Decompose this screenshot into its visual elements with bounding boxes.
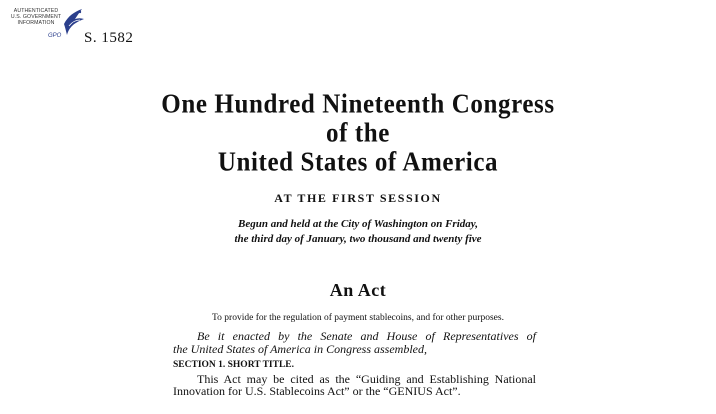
act-title: An Act xyxy=(329,280,387,300)
act-purpose: To provide for the regulation of payment stablecoins, and for other purposes. xyxy=(212,313,504,323)
section-text: This Act may be cited as the “Guiding and Establishing National Innovation for U.S. Stablecoins Act” or the “GENIUS Act”. xyxy=(173,372,536,398)
seal-text-line: AUTHENTICATED xyxy=(13,8,59,14)
eagle-icon xyxy=(60,6,86,38)
enacting-clause-line: Be it enacted by the Senate and House of Representatives of xyxy=(197,329,536,343)
seal-text-line: INFORMATION xyxy=(17,20,55,26)
country-title: United States of America xyxy=(217,147,499,178)
seal-text-line: U.S. GOVERNMENT xyxy=(10,14,62,20)
gpo-authentication-seal xyxy=(6,6,84,42)
seal-agency: GPO xyxy=(48,33,62,39)
session-label: AT THE FIRST SESSION xyxy=(274,191,442,205)
seal-text xyxy=(6,8,66,26)
enacting-clause-line: the United States of America in Congress assembled, xyxy=(173,342,427,356)
enacting-clause xyxy=(173,330,536,356)
section-heading: SECTION 1. SHORT TITLE. xyxy=(173,360,295,370)
congress-title: One Hundred Nineteenth Congress xyxy=(161,89,555,120)
congress-title-connector: of the xyxy=(325,118,390,149)
bill-number: S. 1582 xyxy=(84,30,134,46)
session-begun-line: the third day of January, two thousand and twenty five xyxy=(234,233,482,245)
session-begun-line: Begun and held at the City of Washington on Friday, xyxy=(237,218,478,230)
